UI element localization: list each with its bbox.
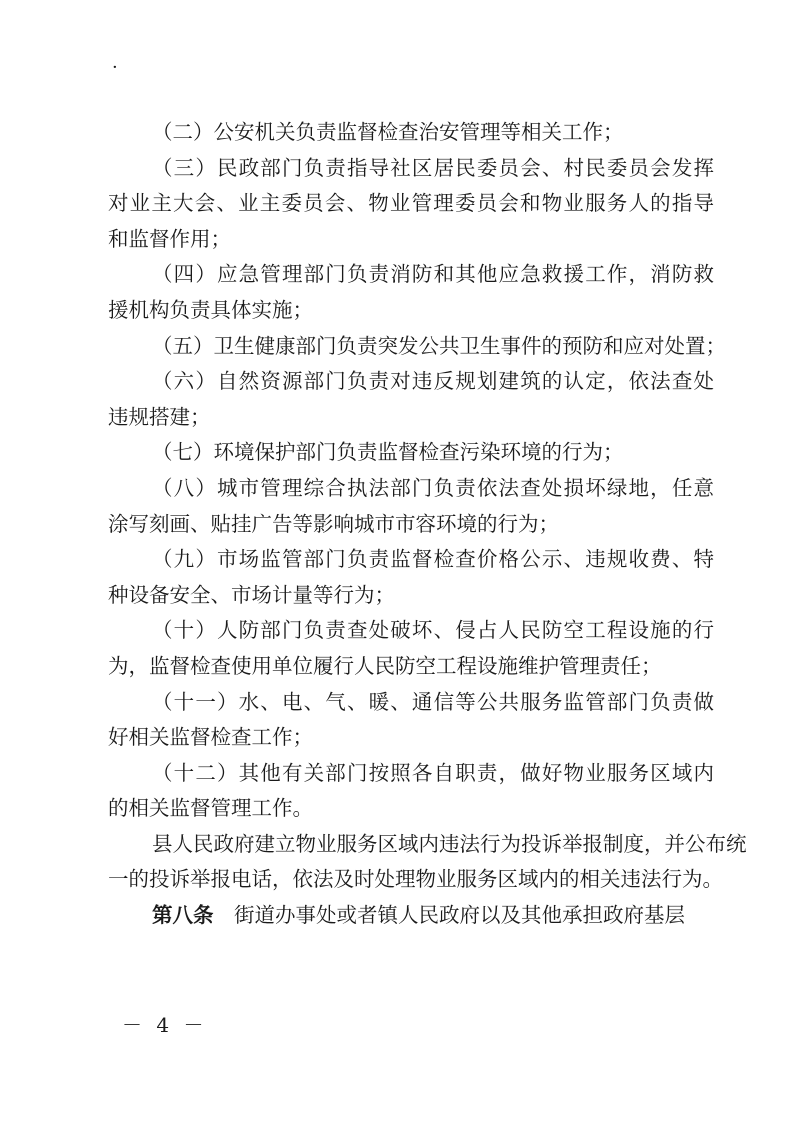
article-eight-gap bbox=[214, 903, 235, 927]
text-line: （三）民政部门负责指导社区居民委员会、村民委员会发挥 bbox=[152, 155, 714, 180]
text-line: 援机构负责具体实施； bbox=[108, 297, 313, 322]
text-line: （十一）水、电、气、暖、通信等公共服务监管部门负责做 bbox=[152, 689, 714, 714]
article-eight-line bbox=[108, 898, 714, 934]
text-line: （八）城市管理综合执法部门负责依法查处损坏绿地，任意 bbox=[152, 475, 714, 500]
page-number: － 4 － bbox=[122, 1013, 208, 1037]
text-line: （十二）其他有关部门按照各自职责，做好物业服务区域内 bbox=[152, 760, 714, 785]
document-body bbox=[108, 115, 747, 934]
article-eight-text: 街道办事处或者镇人民政府以及其他承担政府基层 bbox=[234, 903, 685, 928]
text-line: 对业主大会、业主委员会、物业管理委员会和物业服务人的指导 bbox=[108, 191, 714, 216]
text-line: 一的投诉举报电话，依法及时处理物业服务区域内的相关违法行为。 bbox=[108, 867, 723, 892]
text-line: 违规搭建； bbox=[108, 404, 211, 429]
text-line: （五）卫生健康部门负责突发公共卫生事件的预防和应对处置； bbox=[152, 333, 726, 358]
text-line: 和监督作用； bbox=[108, 226, 231, 251]
text-line: （十）人防部门负责查处破坏、侵占人民防空工程设施的行 bbox=[152, 618, 714, 643]
text-line: （九）市场监管部门负责监督检查价格公示、违规收费、特 bbox=[152, 547, 714, 572]
text-line: （七）环境保护部门负责监督检查污染环境的行为； bbox=[152, 440, 624, 465]
article-eight-title: 第八条 bbox=[152, 903, 214, 928]
text-line: 为，监督检查使用单位履行人民防空工程设施维护管理责任； bbox=[108, 653, 662, 678]
text-line: 种设备安全、市场计量等行为； bbox=[108, 582, 395, 607]
text-line: 的相关监督管理工作。 bbox=[108, 796, 313, 821]
text-line: （二）公安机关负责监督检查治安管理等相关工作； bbox=[152, 120, 624, 144]
text-line: 好相关监督检查工作； bbox=[108, 725, 313, 750]
text-line: （四）应急管理部门负责消防和其他应急救援工作，消防救 bbox=[152, 262, 714, 287]
text-line: （六）自然资源部门负责对违反规划建筑的认定，依法查处 bbox=[152, 369, 714, 394]
text-line: 涂写刻画、贴挂广告等影响城市市容环境的行为； bbox=[108, 511, 559, 536]
top-mark: · bbox=[112, 57, 118, 78]
text-line: 县人民政府建立物业服务区域内违法行为投诉举报制度，并公布统 bbox=[152, 831, 747, 856]
